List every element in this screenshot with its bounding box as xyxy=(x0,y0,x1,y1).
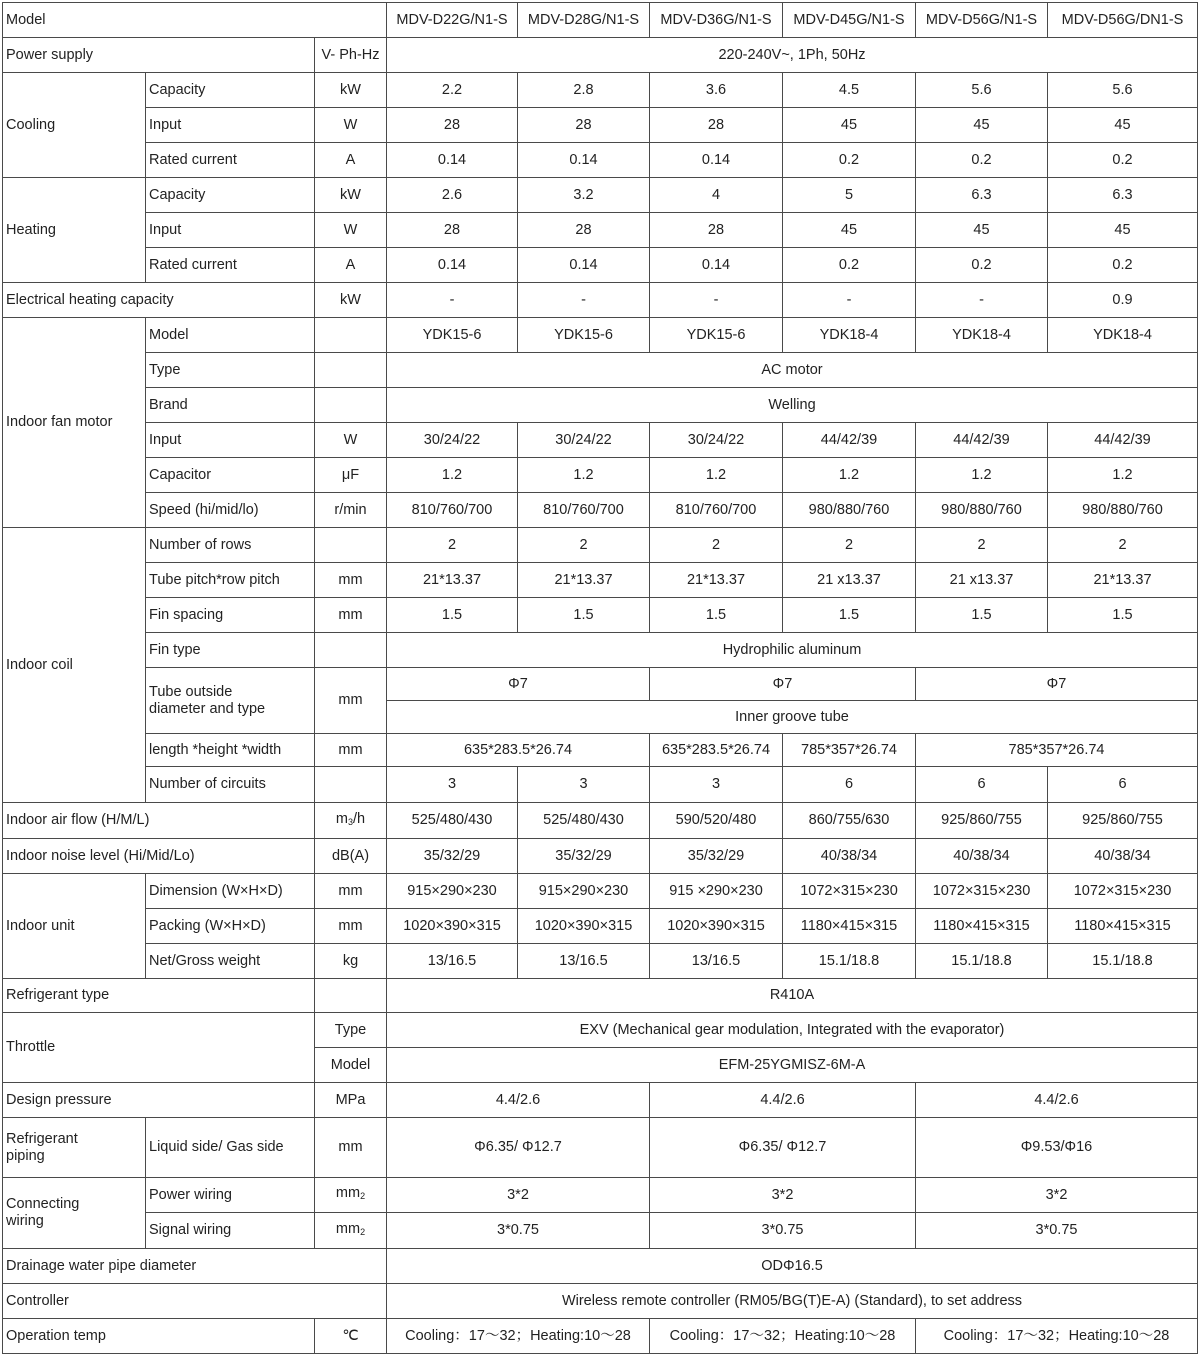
heating-label: Heating xyxy=(3,178,146,283)
unit-cell: r/min xyxy=(315,493,387,528)
merged-value-cell: ODΦ16.5 xyxy=(387,1249,1198,1284)
value-cell: YDK15-6 xyxy=(518,318,650,353)
value-cell: 1.2 xyxy=(916,458,1048,493)
power-supply-row xyxy=(3,38,1198,73)
unit-cell xyxy=(315,353,387,388)
value-cell: 2 xyxy=(1048,528,1198,563)
value-cell: 6 xyxy=(783,767,916,803)
unit-cell: dB(A) xyxy=(315,839,387,874)
unit-cell xyxy=(315,528,387,563)
value-cell: 590/520/480 xyxy=(650,803,783,839)
value-cell: 5.6 xyxy=(916,73,1048,108)
value-cell: 21*13.37 xyxy=(518,563,650,598)
unit-subscript: 2 xyxy=(360,1226,366,1237)
row-label: Number of circuits xyxy=(146,767,315,803)
merged-value-cell: Hydrophilic aluminum xyxy=(387,633,1198,668)
group-value-cell: Φ7 xyxy=(650,668,916,701)
row-label: Capacity xyxy=(146,73,315,108)
row-label: Number of rows xyxy=(146,528,315,563)
value-cell: 1.2 xyxy=(387,458,518,493)
label-line: Refrigerant xyxy=(6,1130,78,1147)
heating-current-row xyxy=(3,248,1198,283)
model-name: MDV-D28G/N1-S xyxy=(518,3,650,38)
row-label: Packing (W×H×D) xyxy=(146,909,315,944)
coil-circuits-row xyxy=(3,767,1198,803)
model-label: Model xyxy=(3,3,387,38)
value-cell: 28 xyxy=(518,213,650,248)
drainage-label: Drainage water pipe diameter xyxy=(3,1249,387,1284)
unit-cell: mm xyxy=(315,563,387,598)
group-value-cell: 4.4/2.6 xyxy=(650,1083,916,1118)
electrical-heating-row xyxy=(3,283,1198,318)
value-cell: 2 xyxy=(783,528,916,563)
label-line: piping xyxy=(6,1147,45,1164)
cooling-input-row xyxy=(3,108,1198,143)
row-label: length *height *width xyxy=(146,734,315,767)
value-cell: - xyxy=(916,283,1048,318)
value-cell: 6.3 xyxy=(916,178,1048,213)
unit-cell: Model xyxy=(315,1048,387,1083)
noise-label: Indoor noise level (Hi/Mid/Lo) xyxy=(3,839,315,874)
controller-row xyxy=(3,1284,1198,1319)
drainage-row xyxy=(3,1249,1198,1284)
unit-cell xyxy=(315,318,387,353)
unit-cell: kg xyxy=(315,944,387,979)
unit-cell: mm xyxy=(315,668,387,734)
model-name: MDV-D36G/N1-S xyxy=(650,3,783,38)
unit-cell: A xyxy=(315,143,387,178)
value-cell: 6 xyxy=(1048,767,1198,803)
value-cell: 28 xyxy=(650,108,783,143)
value-cell: 0.2 xyxy=(1048,143,1198,178)
value-cell: 0.2 xyxy=(783,248,916,283)
row-label: Tube pitch*row pitch xyxy=(146,563,315,598)
value-cell: 2 xyxy=(650,528,783,563)
label-line: Connecting xyxy=(6,1196,80,1212)
spec-table xyxy=(2,2,1198,1354)
value-cell: YDK18-4 xyxy=(1048,318,1198,353)
model-name: MDV-D56G/DN1-S xyxy=(1048,3,1198,38)
value-cell: 15.1/18.8 xyxy=(1048,944,1198,979)
row-label: Input xyxy=(146,108,315,143)
cooling-label: Cooling xyxy=(3,73,146,178)
value-cell: 45 xyxy=(783,108,916,143)
group-value-cell: Φ7 xyxy=(916,668,1198,701)
unit-cell: Type xyxy=(315,1013,387,1048)
unit-cell: W xyxy=(315,213,387,248)
label-line: wiring xyxy=(6,1213,44,1229)
value-cell: 1180×415×315 xyxy=(783,909,916,944)
unit-cell: kW xyxy=(315,178,387,213)
row-label: Input xyxy=(146,213,315,248)
value-cell: YDK15-6 xyxy=(650,318,783,353)
value-cell: 2 xyxy=(387,528,518,563)
value-cell: 5.6 xyxy=(1048,73,1198,108)
value-cell: 40/38/34 xyxy=(1048,839,1198,874)
unit-packing-row xyxy=(3,909,1198,944)
row-label: Model xyxy=(146,318,315,353)
cooling-capacity-row xyxy=(3,73,1198,108)
unit-cell: A xyxy=(315,248,387,283)
value-cell: 0.14 xyxy=(650,143,783,178)
unit-cell: mm xyxy=(315,909,387,944)
unit-cell: W xyxy=(315,108,387,143)
value-cell: 28 xyxy=(387,213,518,248)
value-cell: 915×290×230 xyxy=(387,874,518,909)
value-cell: 980/880/760 xyxy=(1048,493,1198,528)
value-cell: 0.14 xyxy=(518,248,650,283)
refrigerant-piping-row xyxy=(3,1118,1198,1178)
unit-cell: V- Ph-Hz xyxy=(315,38,387,73)
group-value-cell: Φ9.53/Φ16 xyxy=(916,1118,1198,1178)
value-cell: 35/32/29 xyxy=(650,839,783,874)
value-cell: 30/24/22 xyxy=(518,423,650,458)
merged-value-cell: EFM-25YGMISZ-6M-A xyxy=(387,1048,1198,1083)
value-cell: 2 xyxy=(518,528,650,563)
group-value-cell: Cooling：17～32；Heating:10～28 xyxy=(387,1319,650,1354)
value-cell: 1020×390×315 xyxy=(387,909,518,944)
value-cell: 13/16.5 xyxy=(518,944,650,979)
group-value-cell: 3*0.75 xyxy=(916,1213,1198,1249)
value-cell: 40/38/34 xyxy=(916,839,1048,874)
value-cell: 5 xyxy=(783,178,916,213)
merged-value-cell: Inner groove tube xyxy=(387,701,1198,734)
value-cell: 1020×390×315 xyxy=(518,909,650,944)
value-cell: 0.2 xyxy=(783,143,916,178)
value-cell: 0.2 xyxy=(916,248,1048,283)
value-cell: 6 xyxy=(916,767,1048,803)
value-cell: - xyxy=(518,283,650,318)
connecting-wiring-label xyxy=(3,1178,146,1249)
row-label: Dimension (W×H×D) xyxy=(146,874,315,909)
unit-cell xyxy=(315,388,387,423)
refrigerant-piping-label xyxy=(3,1118,146,1178)
value-cell: 810/760/700 xyxy=(387,493,518,528)
value-cell: 28 xyxy=(650,213,783,248)
value-cell: 2.6 xyxy=(387,178,518,213)
value-cell: 1.2 xyxy=(650,458,783,493)
group-value-cell: 3*2 xyxy=(916,1178,1198,1213)
value-cell: 21*13.37 xyxy=(387,563,518,598)
cooling-current-row xyxy=(3,143,1198,178)
group-value-cell: 3*0.75 xyxy=(650,1213,916,1249)
value-cell: 1.2 xyxy=(783,458,916,493)
fan-input-row xyxy=(3,423,1198,458)
unit-cell: $m_3/h$ xyxy=(315,803,387,839)
row-label: Fin type xyxy=(146,633,315,668)
power-supply-label: Power supply xyxy=(3,38,315,73)
value-cell: 35/32/29 xyxy=(518,839,650,874)
throttle-label: Throttle xyxy=(3,1013,315,1083)
group-value-cell: 4.4/2.6 xyxy=(916,1083,1198,1118)
row-label: Capacity xyxy=(146,178,315,213)
row-label: Capacitor xyxy=(146,458,315,493)
value-cell: 2 xyxy=(916,528,1048,563)
value-cell: 45 xyxy=(916,108,1048,143)
electrical-heating-label: Electrical heating capacity xyxy=(3,283,315,318)
row-label: Input xyxy=(146,423,315,458)
value-cell: YDK18-4 xyxy=(916,318,1048,353)
value-cell: 0.2 xyxy=(916,143,1048,178)
value-cell: 44/42/39 xyxy=(1048,423,1198,458)
value-cell: 980/880/760 xyxy=(916,493,1048,528)
value-cell: 1072×315×230 xyxy=(783,874,916,909)
value-cell: 860/755/630 xyxy=(783,803,916,839)
group-value-cell: 3*0.75 xyxy=(387,1213,650,1249)
value-cell: 35/32/29 xyxy=(387,839,518,874)
value-cell: YDK18-4 xyxy=(783,318,916,353)
value-cell: 810/760/700 xyxy=(518,493,650,528)
merged-value-cell: R410A xyxy=(387,979,1198,1013)
air-flow-label: Indoor air flow (H/M/L) xyxy=(3,803,315,839)
fan-model-row xyxy=(3,318,1198,353)
value-cell: 15.1/18.8 xyxy=(916,944,1048,979)
value-cell: 925/860/755 xyxy=(1048,803,1198,839)
value-cell: 1.5 xyxy=(650,598,783,633)
merged-value-cell: AC motor xyxy=(387,353,1198,388)
indoor-unit-label: Indoor unit xyxy=(3,874,146,979)
value-cell: 45 xyxy=(916,213,1048,248)
merged-value-cell: Welling xyxy=(387,388,1198,423)
value-cell: 925/860/755 xyxy=(916,803,1048,839)
value-cell: - xyxy=(783,283,916,318)
value-cell: 21*13.37 xyxy=(650,563,783,598)
group-value-cell: Cooling：17～32；Heating:10～28 xyxy=(916,1319,1198,1354)
unit-weight-row xyxy=(3,944,1198,979)
coil-tube-od-row xyxy=(3,668,1198,701)
value-cell: 1.2 xyxy=(1048,458,1198,493)
value-cell: 1.5 xyxy=(1048,598,1198,633)
value-cell: 13/16.5 xyxy=(650,944,783,979)
unit-cell: MPa xyxy=(315,1083,387,1118)
value-cell: 44/42/39 xyxy=(783,423,916,458)
value-cell: 2.2 xyxy=(387,73,518,108)
value-cell: 1.5 xyxy=(387,598,518,633)
merged-value-cell: EXV (Mechanical gear modulation, Integrated with the evaporator) xyxy=(387,1013,1198,1048)
air-flow-row xyxy=(3,803,1198,839)
unit-subscript: 3 xyxy=(347,816,353,827)
value-cell: 3 xyxy=(518,767,650,803)
fan-capacitor-row xyxy=(3,458,1198,493)
value-cell: 4.5 xyxy=(783,73,916,108)
value-cell: 0.9 xyxy=(1048,283,1198,318)
value-cell: 810/760/700 xyxy=(650,493,783,528)
coil-label: Indoor coil xyxy=(3,528,146,803)
value-cell: 0.14 xyxy=(387,248,518,283)
unit-cell: mm xyxy=(315,1118,387,1178)
unit-dimension-row xyxy=(3,874,1198,909)
heating-capacity-row xyxy=(3,178,1198,213)
value-cell: 1.5 xyxy=(783,598,916,633)
row-label: Rated current xyxy=(146,143,315,178)
controller-label: Controller xyxy=(3,1284,387,1319)
value-cell: 915 ×290×230 xyxy=(650,874,783,909)
power-supply-value: 220-240V~, 1Ph, 50Hz xyxy=(387,38,1198,73)
row-label: Brand xyxy=(146,388,315,423)
model-name: MDV-D45G/N1-S xyxy=(783,3,916,38)
value-cell: - xyxy=(387,283,518,318)
row-label: Liquid side/ Gas side xyxy=(146,1118,315,1178)
unit-cell xyxy=(315,633,387,668)
value-cell: 1020×390×315 xyxy=(650,909,783,944)
group-value-cell: Φ6.35/ Φ12.7 xyxy=(650,1118,916,1178)
fan-type-row xyxy=(3,353,1198,388)
value-cell: 0.2 xyxy=(1048,248,1198,283)
value-cell: 21 x13.37 xyxy=(916,563,1048,598)
value-cell: 44/42/39 xyxy=(916,423,1048,458)
value-cell: 1.5 xyxy=(518,598,650,633)
unit-cell: mm xyxy=(315,734,387,767)
value-cell: 1072×315×230 xyxy=(1048,874,1198,909)
group-value-cell: 635*283.5*26.74 xyxy=(387,734,650,767)
value-cell: 15.1/18.8 xyxy=(783,944,916,979)
signal-wiring-row xyxy=(3,1213,1198,1249)
unit-cell xyxy=(315,767,387,803)
unit-cell: $mm_2$ xyxy=(315,1178,387,1213)
value-cell: 3.6 xyxy=(650,73,783,108)
value-cell: 635*283.5*26.74 xyxy=(650,734,783,767)
coil-fin-type-row xyxy=(3,633,1198,668)
coil-pitch-row xyxy=(3,563,1198,598)
group-value-cell: Φ7 xyxy=(387,668,650,701)
value-cell: 45 xyxy=(1048,108,1198,143)
throttle-type-row xyxy=(3,1013,1198,1048)
value-cell: 2.8 xyxy=(518,73,650,108)
group-value-cell: 3*2 xyxy=(650,1178,916,1213)
value-cell: 3 xyxy=(650,767,783,803)
value-cell: 525/480/430 xyxy=(518,803,650,839)
value-cell: 30/24/22 xyxy=(650,423,783,458)
value-cell: 40/38/34 xyxy=(783,839,916,874)
power-wiring-row xyxy=(3,1178,1198,1213)
value-cell: 0.14 xyxy=(518,143,650,178)
heating-input-row xyxy=(3,213,1198,248)
operation-temp-label: Operation temp xyxy=(3,1319,315,1354)
coil-dimensions-row xyxy=(3,734,1198,767)
coil-fin-spacing-row xyxy=(3,598,1198,633)
label-line: Tube outside xyxy=(149,683,233,700)
row-label: Rated current xyxy=(146,248,315,283)
group-value-cell: Φ6.35/ Φ12.7 xyxy=(387,1118,650,1178)
coil-rows-row xyxy=(3,528,1198,563)
value-cell: 1.5 xyxy=(916,598,1048,633)
value-cell: 1180×415×315 xyxy=(916,909,1048,944)
group-value-cell: 4.4/2.6 xyxy=(387,1083,650,1118)
header-row xyxy=(3,3,1198,38)
fan-speed-row xyxy=(3,493,1198,528)
value-cell: 3.2 xyxy=(518,178,650,213)
label-line: diameter and type xyxy=(149,700,266,717)
value-cell: 1.2 xyxy=(518,458,650,493)
value-cell: 21*13.37 xyxy=(1048,563,1198,598)
row-label: Speed (hi/mid/lo) xyxy=(146,493,315,528)
value-cell: 3 xyxy=(387,767,518,803)
unit-cell: mm xyxy=(315,874,387,909)
noise-row xyxy=(3,839,1198,874)
value-cell: 980/880/760 xyxy=(783,493,916,528)
value-cell: 915×290×230 xyxy=(518,874,650,909)
group-value-cell: 785*357*26.74 xyxy=(916,734,1198,767)
row-label: Type xyxy=(146,353,315,388)
design-pressure-label: Design pressure xyxy=(3,1083,315,1118)
value-cell: 6.3 xyxy=(1048,178,1198,213)
group-value-cell: Cooling：17～32；Heating:10～28 xyxy=(650,1319,916,1354)
value-cell: 0.14 xyxy=(650,248,783,283)
value-cell: 525/480/430 xyxy=(387,803,518,839)
value-cell: YDK15-6 xyxy=(387,318,518,353)
value-cell: 785*357*26.74 xyxy=(783,734,916,767)
design-pressure-row xyxy=(3,1083,1198,1118)
model-name: MDV-D56G/N1-S xyxy=(916,3,1048,38)
value-cell: 4 xyxy=(650,178,783,213)
fan-motor-label: Indoor fan motor xyxy=(3,318,146,528)
unit-cell: ℃ xyxy=(315,1319,387,1354)
value-cell: - xyxy=(650,283,783,318)
operation-temp-row xyxy=(3,1319,1198,1354)
group-value-cell: 3*2 xyxy=(387,1178,650,1213)
value-cell: 1072×315×230 xyxy=(916,874,1048,909)
unit-cell: kW xyxy=(315,283,387,318)
value-cell: 28 xyxy=(518,108,650,143)
unit-cell: mm xyxy=(315,598,387,633)
refrigerant-type-row xyxy=(3,979,1198,1013)
unit-subscript: 2 xyxy=(360,1191,366,1201)
row-label: Fin spacing xyxy=(146,598,315,633)
unit-cell: kW xyxy=(315,73,387,108)
value-cell: 45 xyxy=(783,213,916,248)
unit-cell: $mm_2$ xyxy=(315,1213,387,1249)
model-name: MDV-D22G/N1-S xyxy=(387,3,518,38)
row-label xyxy=(146,668,315,734)
value-cell: 28 xyxy=(387,108,518,143)
value-cell: 21 x13.37 xyxy=(783,563,916,598)
value-cell: 0.14 xyxy=(387,143,518,178)
value-cell: 45 xyxy=(1048,213,1198,248)
value-cell: 30/24/22 xyxy=(387,423,518,458)
value-cell: 13/16.5 xyxy=(387,944,518,979)
row-label: Power wiring xyxy=(146,1178,315,1213)
row-label: Net/Gross weight xyxy=(146,944,315,979)
value-cell: 1180×415×315 xyxy=(1048,909,1198,944)
fan-brand-row xyxy=(3,388,1198,423)
row-label: Signal wiring xyxy=(146,1213,315,1249)
refrigerant-type-label: Refrigerant type xyxy=(3,979,315,1013)
unit-cell: W xyxy=(315,423,387,458)
unit-cell xyxy=(315,979,387,1013)
merged-value-cell: Wireless remote controller (RM05/BG(T)E-A) (Standard), to set address xyxy=(387,1284,1198,1319)
unit-cell: μF xyxy=(315,458,387,493)
